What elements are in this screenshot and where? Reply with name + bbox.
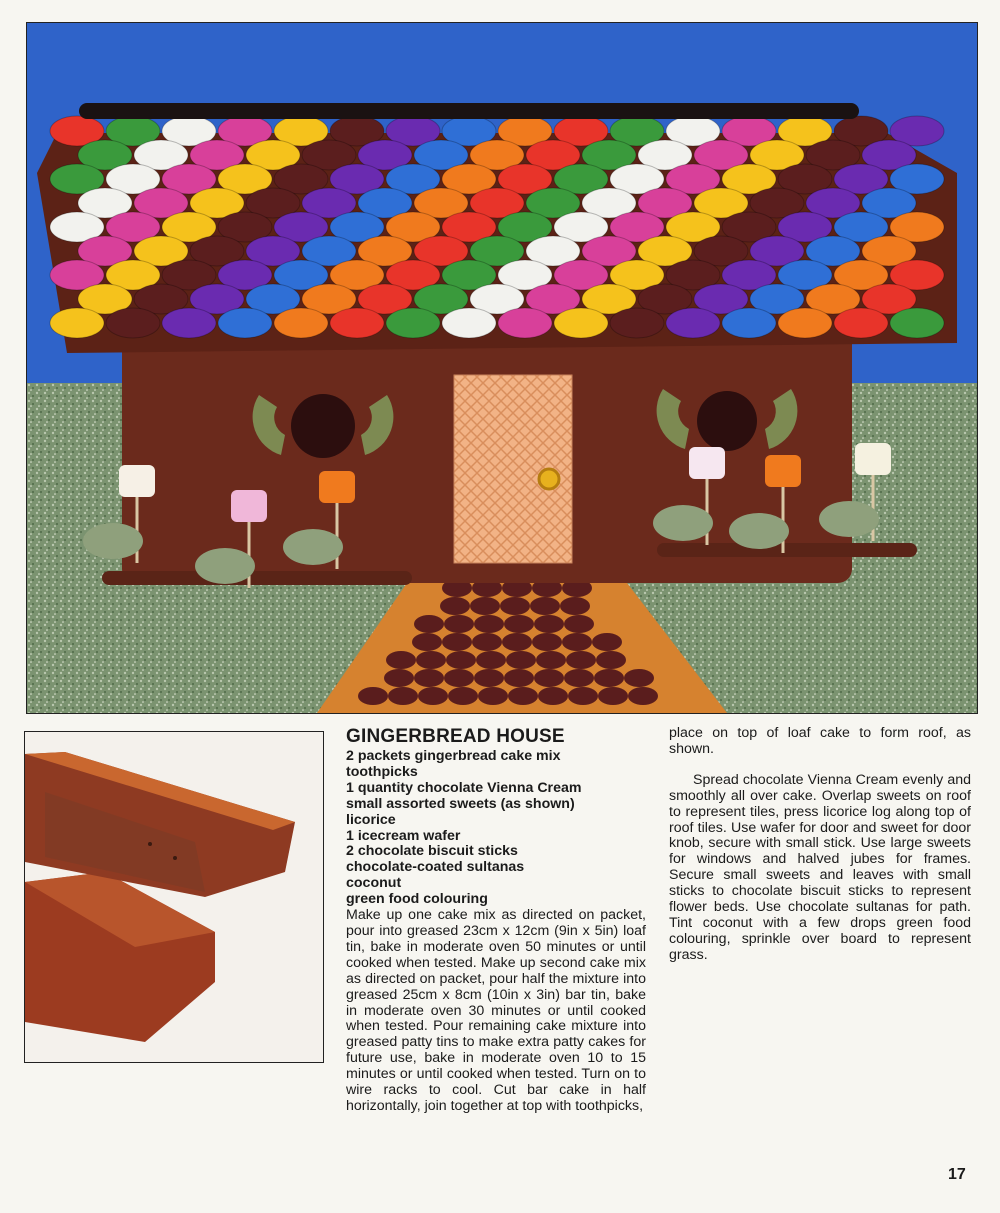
roof-sweet [498,308,552,338]
sweet-flower [765,455,801,487]
roof-sweet [330,308,384,338]
chocolate-sultana [444,615,474,633]
chocolate-sultana [530,597,560,615]
jube-leaf [653,505,713,541]
roof-sweet [274,308,328,338]
cut-bar-cake-illustration [25,732,323,1062]
chocolate-sultana [564,615,594,633]
sweet-flower [231,490,267,522]
chocolate-sultana [446,651,476,669]
chocolate-sultana [568,687,598,705]
chocolate-sultana [500,597,530,615]
chocolate-sultana [476,651,506,669]
roof-sweet [554,308,608,338]
chocolate-sultana [442,633,472,651]
ingredient-item: toothpicks [346,763,418,780]
ingredient-item: 1 quantity chocolate Vienna Cream [346,779,582,796]
chocolate-sultana [566,651,596,669]
ingredient-item: 2 packets gingerbread cake mix [346,748,561,764]
chocolate-sultana [416,651,446,669]
recipe-title: GINGERBREAD HOUSE [346,726,565,747]
roof-sweet [834,308,888,338]
sweet-flower [855,443,891,475]
chocolate-sultana [564,669,594,687]
roof-sweet [666,308,720,338]
chocolate-sultana [504,669,534,687]
roof-sweet [610,308,664,338]
roof-sweet [162,308,216,338]
door-knob [539,469,559,489]
chocolate-sultana [414,669,444,687]
chocolate-sultana [440,597,470,615]
roof-sweet [442,308,496,338]
window-right [697,391,757,451]
method-paragraph-1: Make up one cake mix as directed on packet, pour into greased 23cm x 12cm (9in x 5in) loaf tin, bake in moderate oven 50 minutes or until cooked when tested. Make up second cake mix as directed on packet, pour half the mixture into greased 25cm x 8cm (10in x 3in) bar tin, bake in moderate oven 30 minutes or until cooked when tested. Pour remaining cake mixture into greased patty tins to make extra patty cakes for future use, bake in moderate oven 10 to 15 minutes or until cooked when tested. Turn on to wire racks to cool. Cut bar cake in half horizontally, join together at top with toothpicks, [346,907,646,1114]
chocolate-sultana [534,615,564,633]
jube-leaf [283,529,343,565]
chocolate-sultana [412,633,442,651]
chocolate-sultana [504,615,534,633]
sweet-flower [689,447,725,479]
flower-bed-left [102,571,412,585]
chocolate-sultana [592,633,622,651]
ingredient-list [346,749,646,908]
chocolate-sultana [628,687,658,705]
ingredient-item: 1 icecream wafer [346,827,461,844]
chocolate-sultana [384,669,414,687]
chocolate-sultana [470,597,500,615]
ingredient-item: small assorted sweets (as shown) [346,795,575,812]
recipe-column-2 [669,726,971,964]
ingredient-item: 2 chocolate biscuit sticks [346,843,518,860]
chocolate-sultana [560,597,590,615]
roof-sweet [218,308,272,338]
chocolate-sultana [562,633,592,651]
chocolate-sultana [534,669,564,687]
ingredient-item: coconut [346,875,402,892]
roof-sweet [386,308,440,338]
chocolate-sultana [508,687,538,705]
chocolate-sultana [444,669,474,687]
chocolate-sultana [624,669,654,687]
method-paragraph-3: Spread chocolate Vienna Cream evenly and smoothly all over cake. Overlap sweets on roof to represent tiles, press licorice log along top of roof tiles. Use wafer for door and sweet for door knob, secure with small stick. Use large sweets for windows and halved jubes for frames. Secure small sweets and leaves with small sticks to chocolate biscuit sticks to represent flower beds. Use chocolate sultanas for path. Tint coconut with a few drops green food colouring, sprinkle over board to represent grass. [669,771,971,963]
gingerbread-house-illustration [27,23,977,713]
page-number: 17 [948,1166,966,1183]
sweet-flower [119,465,155,497]
chocolate-sultana [474,615,504,633]
method-paragraph-2: place on top of loaf cake to form roof, as shown. [669,725,971,757]
chocolate-sultana [506,651,536,669]
chocolate-sultana [418,687,448,705]
chocolate-sultana [388,687,418,705]
chocolate-sultana [414,615,444,633]
cut-cake-photo [24,731,324,1063]
chocolate-sultana [478,687,508,705]
roof-sweet [890,308,944,338]
chocolate-sultana [532,633,562,651]
sweet-flower [319,471,355,503]
roof-sweet [106,308,160,338]
ingredient-item: green food colouring [346,891,488,908]
jube-leaf [819,501,879,537]
jube-leaf [729,513,789,549]
chocolate-sultana [594,669,624,687]
roof-sweet [722,308,776,338]
chocolate-sultana [386,651,416,669]
chocolate-sultana [358,687,388,705]
roof-sweet [50,308,104,338]
chocolate-sultana [596,651,626,669]
roof-sweet [778,308,832,338]
flower-bed-right [657,543,917,557]
chocolate-sultana [598,687,628,705]
chocolate-sultana [536,651,566,669]
recipe-column-1 [346,726,646,1115]
chocolate-sultana [448,687,478,705]
chocolate-sultana [502,633,532,651]
licorice-ridge [79,103,859,119]
window-left [291,394,355,458]
chocolate-sultana [538,687,568,705]
ingredient-item: licorice [346,811,396,828]
jube-leaf [83,523,143,559]
jube-leaf [195,548,255,584]
gingerbread-house-photo [26,22,978,714]
chocolate-sultana [472,633,502,651]
chocolate-sultana [474,669,504,687]
ingredient-item: chocolate-coated sultanas [346,859,525,876]
